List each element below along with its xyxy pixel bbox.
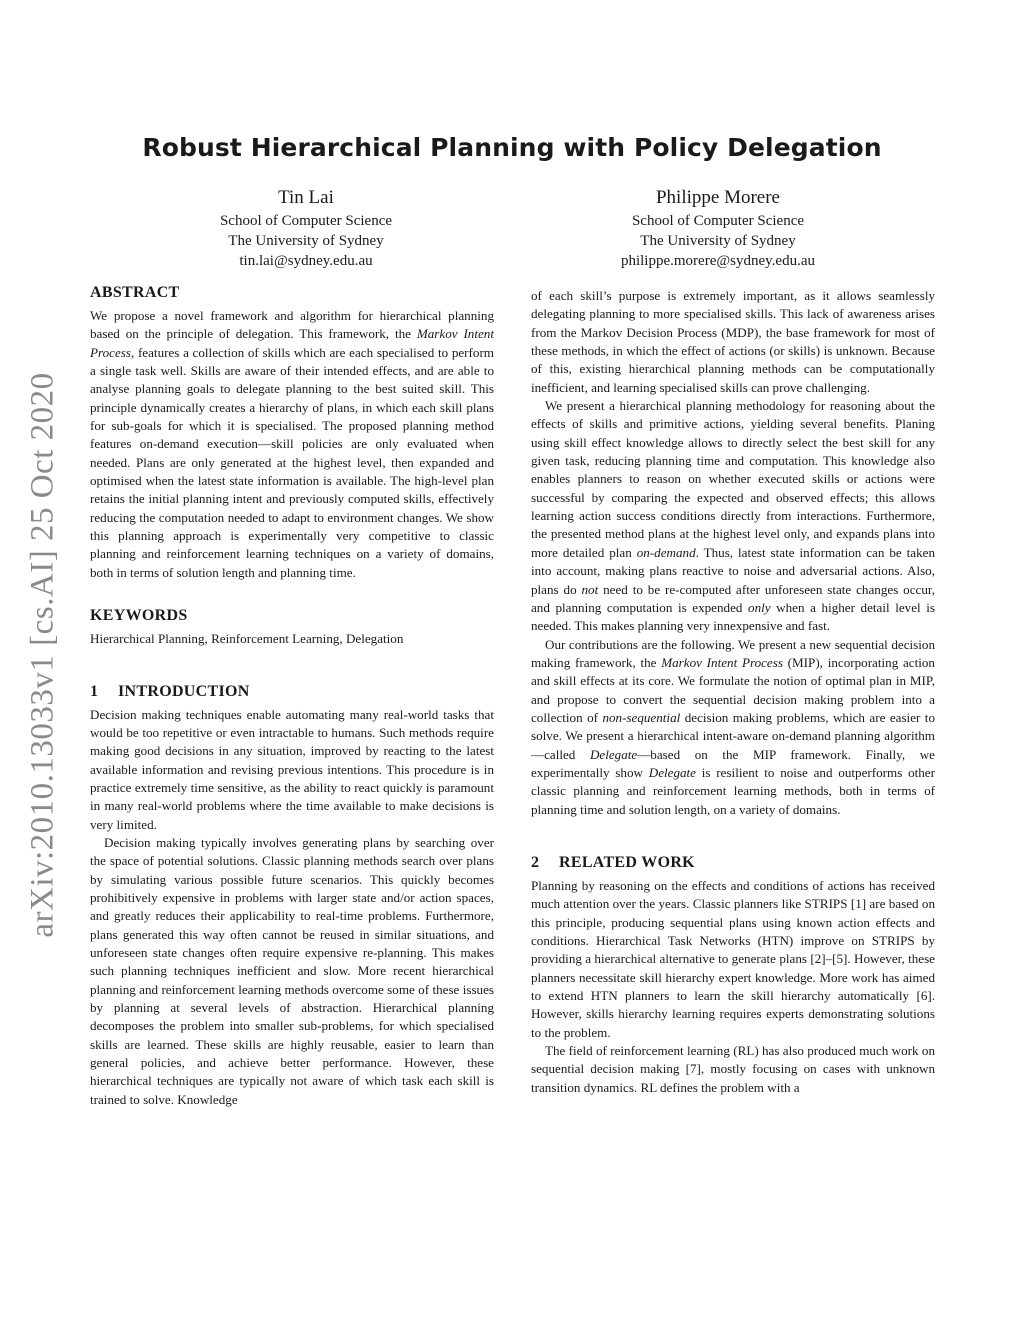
author-name: Tin Lai [278, 187, 334, 208]
author-email[interactable]: philippe.morere@sydney.edu.au [620, 253, 816, 269]
introduction-heading [90, 682, 494, 702]
keywords-text: Hierarchical Planning, Reinforcement Learning, Delegation [90, 631, 404, 647]
author-school: School of Computer Science [219, 213, 393, 229]
contributions-paragraph: Our contributions are the following. We present a new sequential decision making framework, the Markov Intent Process (MIP), incorporating action and skill effects at its core. We formulate the notion of optimal plan in MIP, and propose to convert the sequential decision making problem into a collection of non-sequential decision making problems, which are easier to solve. We present a hierarchical intent-aware on-demand planning algorithm—called Delegate—based on the MIP framework. Finally, we experimentally show Delegate is resilient to noise and outperforms other classic planning and reinforcement learning methods, both in terms of planning time and solution length, on a variety of domains. [531, 636, 935, 817]
section-title: INTRODUCTION [118, 682, 250, 700]
related-paragraph: Planning by reasoning on the effects and conditions of actions has received much attention over the years. Classic planners like STRIPS [1] are based on this principle, producing sequential plans using known action effects and conditions. Hierarchical Task Networks (HTN) improve on STRIPS by providing a hierarchical alternative to generate plans [2]–[5]. However, these planners necessitate skill hierarchy expert knowledge. More work has aimed to extend HTN planners to learn the skill hierarchy automatically [6]. However, skills hierarchy learning requires experts demonstrating solutions to the problem. [531, 877, 935, 1040]
author-block-1 [141, 186, 471, 271]
author-university: The University of Sydney [228, 233, 384, 249]
author-email[interactable]: tin.lai@sydney.edu.au [239, 253, 373, 269]
related-work-heading [531, 853, 935, 873]
intro-paragraph: of each skill’s purpose is extremely important, as it allows seamlessly delegating planning to more specialised skills. This lack of awareness arises from the Markov Decision Process (MDP), the base framework for most of these methods, in which the effect of actions (or skills) is unknown. Because of this, existing hierarchical planning methods can be computationally inefficient, and learning specialised skills can prove challenging. [531, 288, 935, 395]
author-school: School of Computer Science [631, 213, 805, 229]
paper-title: Robust Hierarchical Planning with Policy Delegation [142, 133, 882, 162]
author-university: The University of Sydney [640, 233, 796, 249]
arxiv-sidebar [0, 0, 90, 1325]
arxiv-identifier: arXiv:2010.13033v1 [cs.AI] 25 Oct 2020 [24, 372, 61, 938]
author-name: Philippe Morere [655, 187, 780, 208]
intro-paragraph: Decision making techniques enable automating many real-world tasks that would be too repetitive or even intractable to humans. Such methods require making good decisions in any situation, improved by reacting to the latest available information and revising previous intentions. This procedure is in practice extremely time sensitive, as the ability to react quickly is paramount in many real-world problems where the time available to make decisions is very limited. [90, 706, 494, 832]
section-number: 1 [90, 682, 99, 700]
section-number: 2 [531, 853, 540, 871]
left-column [90, 283, 494, 1109]
author-block-2 [553, 186, 883, 271]
abstract-heading: ABSTRACT [90, 284, 180, 301]
related-paragraph: The field of reinforcement learning (RL) has also produced much work on sequential decision making [7], mostly focusing on cases with unknown transition dynamics. RL defines the problem with a [531, 1043, 935, 1095]
intro-paragraph: Decision making typically involves generating plans by searching over the space of potential solutions. Classic planning methods search over plans by simulating various possible future scenarios. This quickly becomes prohibitively expensive in problems with larger state and/or action spaces, and greatly reduces their applicability to real-time problems. Furthermore, plans generated this way often cannot be reused in similar situations, and unforeseen state changes often require expensive re-planning. This makes such planning techniques inefficient and slow. More recent hierarchical planning and reinforcement learning methods overcome some of these issues by planning at several levels of abstraction. Hierarchical planning decomposes the problem into smaller sub-problems, for which specialised skills are learned. These skills are highly reusable, easier to learn than general policies, and achieve better performance. However, these hierarchical techniques are typically not aware of which task each skill is trained to solve. Knowledge [90, 834, 494, 1107]
intro-paragraph: We present a hierarchical planning methodology for reasoning about the effects of skills and primitive actions, yielding several benefits. Planing using skill effect knowledge allows to directly select the best skill for any given task, reducing planning time and computation. This knowledge also enables planners to reason on whether executed skills or actions were successful by comparing the expected and observed effects; this allows learning action success conditions directly from interactions. Furthermore, the presented method plans at the highest level only, and expands plans into more detailed plan on-demand. Thus, latest state information can be taken into account, making plans reactive to noise and adversarial actions. Also, plans do not need to be re-computed after unforeseen state changes occur, and planning computation is expended only when a higher detail level is needed. This makes planning very innexpensive and fast. [531, 398, 935, 634]
keywords-heading: KEYWORDS [90, 607, 188, 625]
abstract-paragraph: We propose a novel framework and algorithm for hierarchical planning based on the principle of delegation. This framework, the Markov Intent Process, features a collection of skills which are each specialised to perform a single task well. Skills are aware of their intended effects, and are able to analyse planning goals to delegate planning to the best suited skill. This principle dynamically creates a hierarchy of plans, in which each skill plans for sub-goals for which it is specialised. The proposed planning method features on-demand execution—skill policies are only evaluated when needed. Plans are only generated at the highest level, then expanded and optimised when the latest state information is available. The high-level plan retains the initial planning intent and previously computed skills, effectively reducing the computation needed to adapt to environment changes. We show this planning approach is experimentally very competitive to classic planning and reinforcement learning techniques on a variety of domains, both in terms of solution length and planning time. [90, 308, 494, 580]
right-column [531, 287, 935, 1097]
section-title: RELATED WORK [559, 853, 695, 871]
